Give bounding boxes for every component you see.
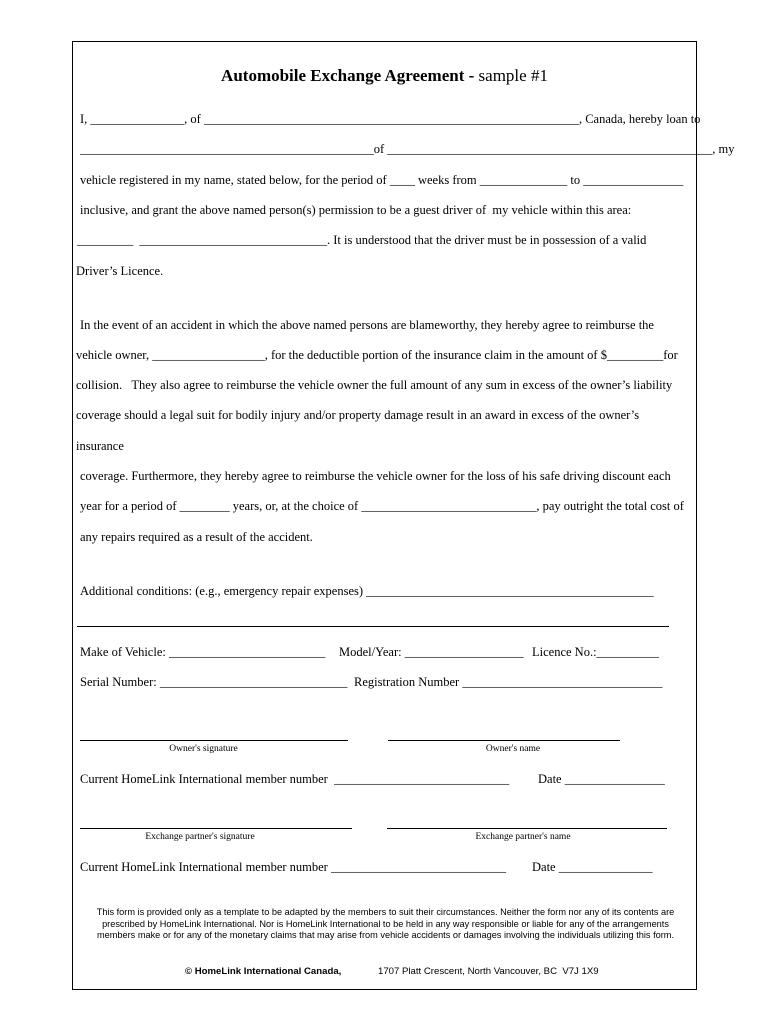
agreement-form [72, 41, 735, 990]
additional-conditions-line[interactable] [77, 626, 669, 627]
body-line-2[interactable]: _______________________________________________of ____________________________________________________, my [80, 142, 735, 156]
body-line-11: insurance [76, 439, 124, 453]
body-line-10: coverage should a legal suit for bodily injury and/or property damage result in an award in excess of the owner’s [76, 408, 640, 422]
date-field-2[interactable]: Date _______________ [532, 860, 653, 874]
additional-conditions[interactable]: Additional conditions: (e.g., emergency repair expenses) ______________________________________________ [80, 584, 654, 598]
model-year-field[interactable]: Model/Year: ___________________ [339, 645, 524, 659]
body-line-14: any repairs required as a result of the accident. [80, 530, 313, 544]
body-line-1[interactable]: I, _______________, of ____________________________________________________________, Canada, hereby loan to [80, 112, 701, 126]
body-line-3[interactable]: vehicle registered in my name, stated below, for the period of ____ weeks from ______________ to ________________ [80, 173, 684, 187]
title-main: Automobile Exchange Agreement - [221, 66, 479, 85]
partner-signature-line[interactable] [80, 828, 352, 829]
owner-signature-label: Owner's signature [169, 744, 238, 754]
date-field-1[interactable]: Date ________________ [538, 772, 665, 786]
owner-signature-line[interactable] [80, 740, 348, 741]
footer-company: © HomeLink International Canada, [185, 966, 342, 977]
member-number-field-1[interactable]: Current HomeLink International member number ____________________________ [80, 772, 510, 786]
footer-address: 1707 Platt Crescent, North Vancouver, BC V7J 1X9 [378, 966, 599, 977]
owner-name-label: Owner's name [485, 744, 541, 754]
disclaimer-text: This form is provided only as a template to be adapted by the members to suit their circumstances. Neither the form nor any of its contents are prescribed by HomeLink International. Nor is HomeLink International to be held in any way responsible or liable for any of the arrangements members make or for any of the monetary claims that may arise from vehicle accidents or damages involving the individuals utilizing this form. [96, 907, 675, 940]
make-of-vehicle-field[interactable]: Make of Vehicle: _________________________ [80, 645, 326, 659]
title-sample: sample #1 [478, 66, 548, 85]
body-line-13[interactable]: year for a period of ________ years, or, at the choice of ____________________________, pay outright the total cost of [80, 499, 684, 513]
licence-number-field[interactable]: Licence No.:__________ [532, 645, 660, 659]
body-line-12: coverage. Furthermore, they hereby agree to reimburse the vehicle owner for the loss of his safe driving discount each [80, 469, 671, 483]
body-line-6: Driver’s Licence. [76, 264, 164, 278]
member-number-field-2[interactable]: Current HomeLink International member number ____________________________ [80, 860, 506, 874]
body-line-9: collision. They also agree to reimburse the vehicle owner the full amount of any sum in excess of the owner’s liability [76, 378, 673, 392]
owner-name-line[interactable] [388, 740, 620, 741]
body-line-5[interactable]: _________ ______________________________. It is understood that the driver must be in possession of a valid [77, 233, 647, 247]
form-title [73, 66, 696, 86]
body-line-4: inclusive, and grant the above named person(s) permission to be a guest driver of my vehicle within this area: [80, 203, 632, 217]
partner-name-label: Exchange partner's name [475, 832, 571, 842]
partner-signature-label: Exchange partner's signature [145, 832, 255, 842]
body-line-8[interactable]: vehicle owner, __________________, for the deductible portion of the insurance claim in the amount of $_________for [76, 348, 678, 362]
partner-name-line[interactable] [387, 828, 667, 829]
registration-number-field[interactable]: Registration Number ________________________________ [354, 675, 663, 689]
body-line-7: In the event of an accident in which the above named persons are blameworthy, they hereby agree to reimburse the [80, 318, 654, 332]
serial-number-field[interactable]: Serial Number: ______________________________ [80, 675, 348, 689]
